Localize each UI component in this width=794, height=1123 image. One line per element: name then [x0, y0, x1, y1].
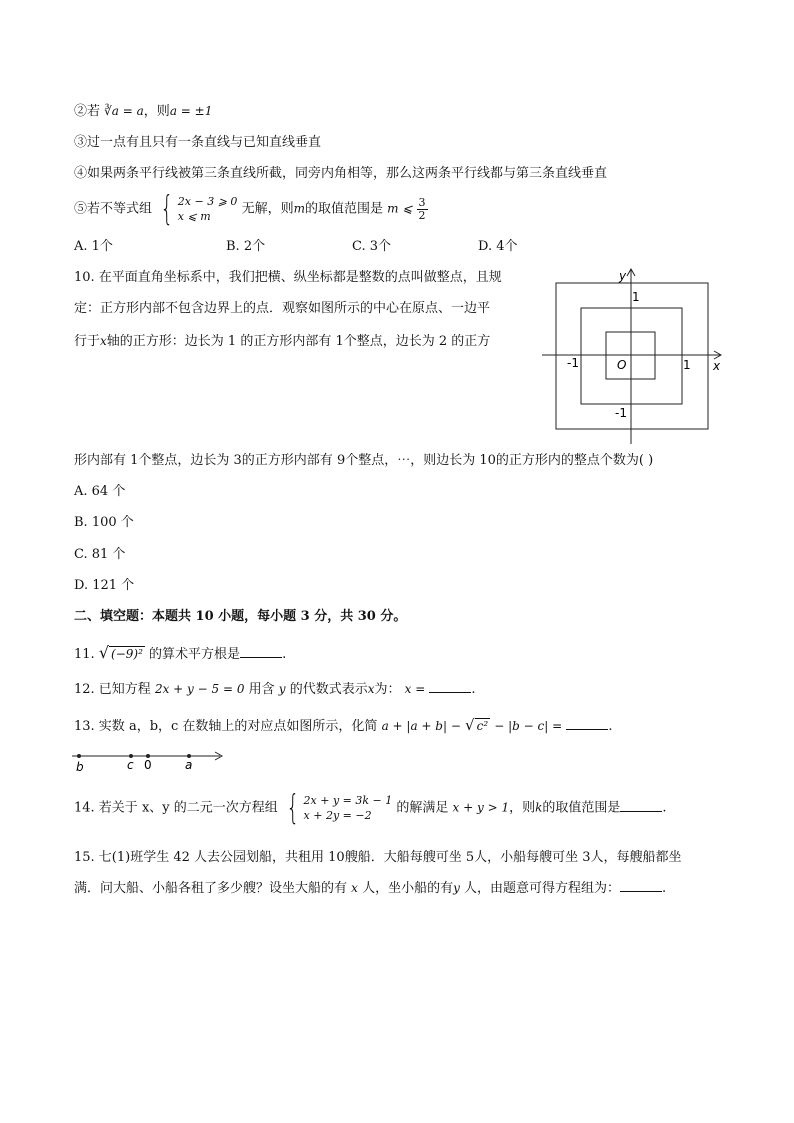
- q10-line-2: 定：正方形内部不包含边界上的点．观察如图所示的中心在原点、一边平: [74, 301, 491, 316]
- q12-end: .: [471, 682, 476, 697]
- q12-lead: 12. 已知方程: [74, 682, 151, 697]
- q12-mid3: 为：: [374, 682, 401, 697]
- q14-lead: 14. 若关于 x、y 的二元一次方程组: [74, 800, 278, 816]
- section-2-title: 二、填空题：本题共 10 小题，每小题 3 分，共 30 分。: [74, 609, 407, 624]
- statement-5-marker: ⑤若不等式组: [74, 201, 153, 217]
- q10-option-c[interactable]: C. 81 个: [74, 547, 126, 562]
- q12-equation: 2x + y − 5 = 0: [154, 682, 245, 696]
- q9-option-b[interactable]: B. 2个: [226, 239, 266, 254]
- q11-answer-blank[interactable]: [240, 645, 282, 658]
- statement-3: ③过一点有且只有一条直线与已知直线垂直: [74, 135, 322, 150]
- q12-var-x: x: [367, 682, 375, 696]
- q14-end: .: [662, 800, 667, 816]
- statement-5-tail: 的取值范围是: [304, 201, 383, 217]
- q10-option-b[interactable]: B. 100 个: [74, 515, 134, 530]
- q14-mid: 的解满足: [396, 800, 449, 816]
- q10-line-3: [74, 332, 490, 351]
- q12-lhs: x =: [404, 682, 426, 696]
- q10-line-3a: 行于: [74, 334, 101, 349]
- squares-figure: [538, 266, 728, 446]
- fraction-numerator: 3: [418, 195, 426, 209]
- label-neg-one-bottom: -1: [615, 406, 627, 420]
- q12-var-y: y: [278, 682, 286, 696]
- sqrt-icon: √: [98, 643, 110, 662]
- q12: [74, 680, 476, 699]
- statement-2-mid: ，则: [143, 104, 170, 119]
- q13: [74, 716, 612, 736]
- q10-line-3b: 轴的正方形：边长为 1 的正方形内部有 1个整点，边长为 2 的正方: [106, 334, 491, 349]
- q14-tail: 的取值范围是: [542, 800, 621, 816]
- fraction-denominator: 2: [418, 208, 426, 222]
- q12-mid: 用含: [248, 682, 275, 697]
- q15-end: .: [662, 881, 667, 896]
- left-brace-icon: {: [286, 788, 300, 828]
- fraction-three-halves: [417, 197, 428, 222]
- q15-var-x: x: [351, 881, 358, 895]
- inequality-1: 2x − 3 ⩾ 0: [177, 195, 238, 208]
- q15-line-2c: 人，由题意可得方程组为：: [464, 881, 621, 896]
- equation-2: x + 2y = −2: [303, 809, 372, 822]
- label-origin: O: [617, 358, 627, 372]
- number-line: [70, 748, 230, 774]
- q9-option-a[interactable]: A. 1个: [74, 239, 113, 254]
- point-b: [77, 754, 81, 758]
- label-a: a: [185, 758, 193, 772]
- q14-mid2: ，则: [509, 800, 536, 816]
- inequality-system: [178, 194, 238, 224]
- label-c: c: [127, 758, 134, 772]
- q15-line-1: 15. 七(1)班学生 42 人去公园划船，共租用 10艘船．大船每艘可坐 5人，小船每艘可坐 3人，每艘船都坐: [74, 850, 682, 865]
- y-axis-label: y: [619, 269, 627, 283]
- label-b: b: [76, 760, 84, 774]
- q10-option-a[interactable]: A. 64 个: [74, 484, 126, 499]
- left-brace-icon: {: [160, 189, 174, 229]
- label-neg-one-left: -1: [567, 356, 579, 370]
- q15-answer-blank[interactable]: [620, 879, 662, 892]
- q11-number: 11.: [74, 647, 95, 662]
- statement-5-var: m: [293, 201, 305, 216]
- equation-system: [304, 793, 393, 823]
- q13-answer-blank[interactable]: [566, 717, 608, 730]
- q13-expr-1: a + |a + b| −: [381, 719, 461, 733]
- label-one-top: 1: [632, 290, 640, 304]
- q10-line-1: 10. 在平面直角坐标系中，我们把横、纵坐标都是整数的点叫做整点，且规: [74, 270, 502, 285]
- q14-var-k: k: [535, 800, 543, 815]
- sqrt-icon: √: [465, 716, 475, 734]
- q11: [74, 644, 286, 664]
- q9-option-c[interactable]: C. 3个: [352, 239, 392, 254]
- q15-var-y: y: [453, 881, 460, 895]
- q12-answer-blank[interactable]: [429, 680, 471, 693]
- q11-radical: (−9)²: [111, 647, 143, 661]
- equation-1: 2x + y = 3k − 1: [303, 794, 393, 807]
- q13-end: .: [608, 719, 613, 734]
- label-one-right: 1: [683, 358, 691, 372]
- statement-5: [74, 189, 428, 229]
- statement-2-marker: ②若: [74, 104, 101, 119]
- q10-var-x: x: [100, 334, 107, 348]
- q13-expr-2: − |b − c| =: [494, 719, 563, 733]
- q13-text: 13. 实数 a，b，c 在数轴上的对应点如图所示，化简: [74, 719, 378, 734]
- q12-mid2: 的代数式表示: [289, 682, 368, 697]
- statement-5-mid: 无解，则: [241, 201, 294, 217]
- q9-option-d[interactable]: D. 4个: [478, 239, 518, 254]
- statement-2: [74, 102, 212, 121]
- q11-end: .: [282, 647, 287, 662]
- q10-option-d[interactable]: D. 121 个: [74, 578, 135, 593]
- q14-condition: x + y > 1: [452, 800, 510, 815]
- statement-5-cond: m ⩽: [387, 201, 413, 216]
- q11-tail: 的算术平方根是: [149, 647, 241, 662]
- q10-line-4: 形内部有 1个整点，边长为 3的正方形内部有 9个整点，⋯，则边长为 10的正方形内的整点个数为( ): [74, 453, 654, 468]
- inequality-2: x ⩽ m: [177, 210, 211, 223]
- statement-2-result: a = ±1: [169, 104, 213, 118]
- q13-radical: c²: [476, 719, 489, 733]
- statement-4: ④如果两条平行线被第三条直线所截，同旁内角相等，那么这两条平行线都与第三条直线垂直: [74, 166, 608, 181]
- statement-2-expr: ∛a = a: [104, 104, 144, 118]
- x-axis-label: x: [713, 359, 721, 373]
- q14: [74, 788, 667, 828]
- q14-answer-blank[interactable]: [620, 799, 662, 812]
- q15-line-2: [74, 879, 666, 898]
- q15-line-2a: 满．问大船、小船各租了多少艘？设坐大船的有: [74, 881, 348, 896]
- q15-line-2b: 人，坐小船的有: [362, 881, 454, 896]
- label-zero: 0: [144, 758, 152, 772]
